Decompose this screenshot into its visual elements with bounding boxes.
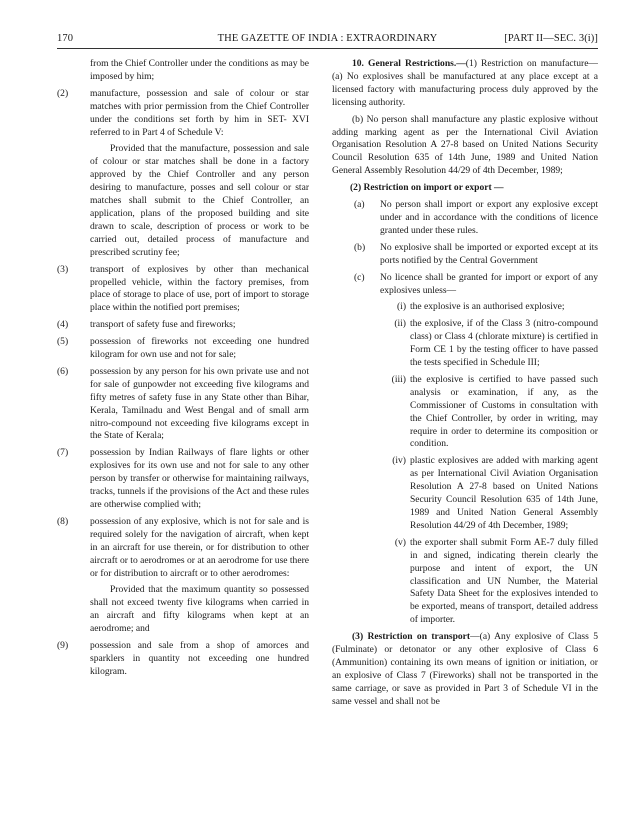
list-item xyxy=(57,264,309,316)
item-number: (7) xyxy=(57,447,69,459)
item-number: (i) xyxy=(396,301,406,313)
item-text: the exporter shall submit Form AE-7 duly filled in and signed, indicating therein clearly the purpose and intent of export, the UN classification and UN Number, the Material Safety Data Sheet for the explosives intended to be exported, means of transport, detailed address of importer. xyxy=(410,536,598,626)
page-header xyxy=(57,29,598,47)
item-text: transport of safety fuse and fireworks; xyxy=(90,319,236,331)
para-3-text: —(a) Any explosive of Class 5 (Fulminate) or detonator or any other explosive of Class 6 (Ammunition) containing its own means of ignition or initiation, or an explosive of Class 7 (Fireworks) shall not be transported in the same carriage, or save as provided in Part 3 of Schedule VI in the same vessel and shall not be xyxy=(332,631,598,707)
list-item xyxy=(57,366,309,443)
item-text: the explosive, if of the Class 3 (nitro-compound class) or Class 4 (chlorate mixture) is certified in Form CE 1 by the testing officer to have passed the tests specified in Schedule III; xyxy=(410,318,598,369)
item-number: (b) xyxy=(354,241,366,253)
header-rule xyxy=(57,48,598,49)
item-text: possession of any explosive, which is not for sale and is required solely for the navigation of aircraft, when kept in an aircraft for use therein, or for distribution to other aircraft or to aerodromes or at an aerodrome for use there or for distribution to aircraft or to other aerodromes: xyxy=(90,515,309,579)
item-number: (v) xyxy=(394,536,406,548)
item-number: (ii) xyxy=(394,318,406,330)
proviso-text: Provided that the manufacture, possession and sale of colour or star matches shall be done in a factory approved by the Chief Controller and any person desiring to manufacture, posses and sell colour or star matches shall submit to the Chief Controller, an application, plans of the proposed building and site drawn to scale, description of process or work to be carried out, detailed process of manufacture and prescribed scrutiny fee; xyxy=(90,143,309,258)
page-number: 170 xyxy=(57,33,74,44)
subheading-import-export: (2) Restriction on import or export — xyxy=(350,182,504,194)
para-b: (b) No person shall manufacture any plastic explosive without adding marking agent as per the International Civil Aviation Organisation Resolution A 27-8 based on United Nations Security Council Resolution 635 of 14th June, 1989 and United Nation General Assembly Resolution 44/29 of 4th December, 1989; xyxy=(332,113,598,177)
item-number: (8) xyxy=(57,515,69,527)
item-text: possession by Indian Railways of flare lights or other explosives for its own use and not for sale to any other person by transfer or otherwise for maintaining railways, tracks, tunnels if the provisions of the Act and these rules are otherwise complied with; xyxy=(90,447,309,510)
item-text: the explosive is certified to have passed such analysis or examination, if any, as the Commissioner of Customs in consultation with the Chief Controller, by order in writing, may require in order to determine its composition or condition. xyxy=(410,373,598,450)
gazette-title: THE GAZETTE OF INDIA : EXTRAORDINARY xyxy=(217,33,438,44)
item-text: transport of explosives by other than mechanical propelled vehicle, within the factory premises, from place of storage to place of use, port of import to storage place within the notified port premises; xyxy=(90,263,309,314)
item-text: No licence shall be granted for import or export of any explosives unless— xyxy=(380,271,598,296)
item-number: (5) xyxy=(57,336,69,348)
gazette-part: [PART II—SEC. 3(i)] xyxy=(504,33,598,44)
item-number: (c) xyxy=(354,271,365,283)
item-number: (4) xyxy=(57,319,69,331)
item-text: possession of fireworks not exceeding one hundred kilogram for own use and not for sale; xyxy=(90,336,309,361)
list-item xyxy=(378,455,598,532)
list-item xyxy=(378,318,598,370)
list-item xyxy=(378,537,598,627)
list-item xyxy=(57,516,309,581)
item-text: No person shall import or export any explosive except under and in accordance with the conditions of licence granted under these rules. xyxy=(380,199,598,236)
rule-text: (1) Restriction on manufacture—(a) No explosives shall be manufactured at any place except at a licensed factory with manufacturing process duly approved by the licensing authority. xyxy=(332,58,598,108)
right-column xyxy=(332,58,598,713)
item-number: (a) xyxy=(354,199,365,211)
para-3 xyxy=(332,631,598,708)
item-text: possession and sale from a shop of amorces and sparklers in quantity not exceeding one hundred kilogram. xyxy=(90,640,309,677)
item-text: possession by any person for his own private use and not for sale of gunpowder not exceeding five kilograms and fifty metres of safety fuse in any State other than Bihar, Kerala, Tamilnadu and West Bengal and of small arm nitro-compound not exceeding five kilograms except in the State of Kerala; xyxy=(90,365,309,442)
item-text: plastic explosives are added with marking agent as per International Civil Aviation Organisation Resolution A 27-8 based on United Nations Security Council Resolution 635 of 14th June, 1989 and United Nation General Assembly Resolution 44/29 of 4th December, 1989; xyxy=(410,455,598,531)
proviso-text: Provided that the maximum quantity so possessed shall not exceed twenty five kilograms when carried in an aircraft and fifty kilograms when kept at an aerodrome; and xyxy=(90,584,309,635)
list-item xyxy=(57,640,309,679)
list-item xyxy=(354,272,598,298)
list-item xyxy=(354,242,598,268)
rule-heading: 10. General Restrictions.— xyxy=(352,58,466,69)
list-item xyxy=(354,199,598,238)
list-item xyxy=(378,301,598,314)
item-number: (6) xyxy=(57,365,69,377)
intro-continuation: from the Chief Controller under the conditions as may be imposed by him; xyxy=(90,58,309,82)
item-text: No explosive shall be imported or exported except at its ports notified by the Central Government xyxy=(380,241,598,266)
item-number: (3) xyxy=(57,263,69,275)
item-number: (9) xyxy=(57,640,69,652)
list-item xyxy=(57,319,309,332)
list-item xyxy=(57,336,309,362)
list-item xyxy=(378,374,598,451)
item-number: (iii) xyxy=(391,373,406,385)
item-number: (iv) xyxy=(392,455,406,467)
list-item xyxy=(57,447,309,512)
item-number: (2) xyxy=(57,87,69,99)
para-3-heading: (3) Restriction on transport xyxy=(352,631,471,643)
item-text: manufacture, possession and sale of colour or star matches with prior permission from the Chief Controller under the conditions set forth by him in SET- XVI referred to in Part 4 of Schedule V: xyxy=(90,87,309,138)
list-item xyxy=(57,88,309,140)
rule-10-paragraph xyxy=(332,58,598,110)
item-text: the explosive is an authorised explosive; xyxy=(410,301,565,313)
left-column xyxy=(57,58,309,683)
